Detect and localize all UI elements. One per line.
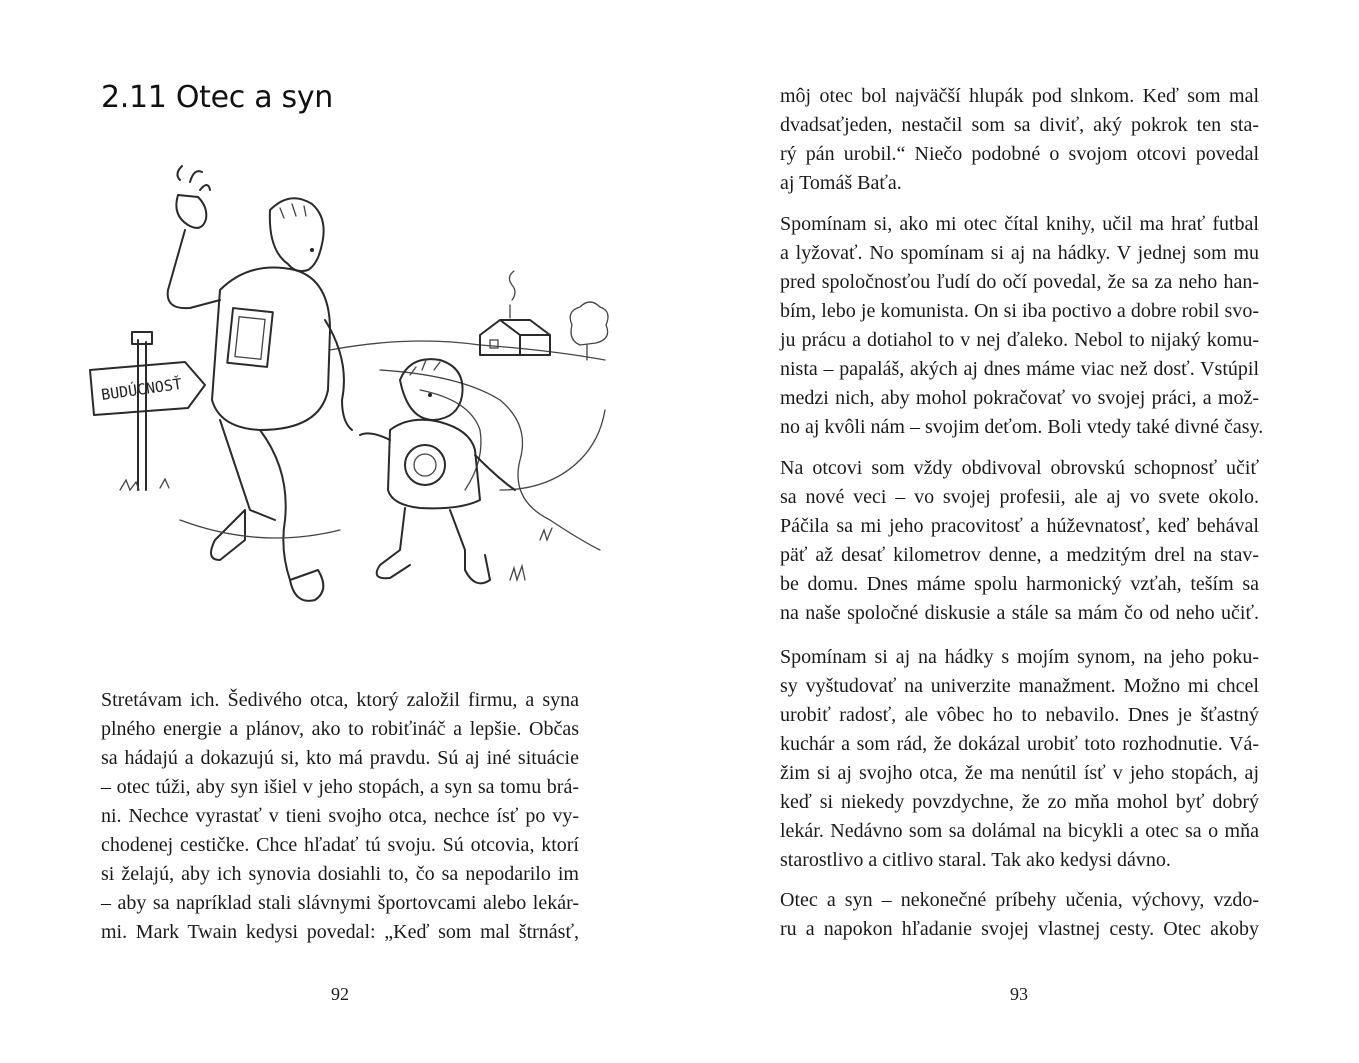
text-line: ni. Nechce vyrastať v tieni svojho otca, nechce ísť po vy- [101, 805, 579, 827]
page-number: 93 [1010, 984, 1028, 1004]
text-line: sa nové veci – vo svojej profesii, ale aj vo svete okolo. [780, 486, 1259, 508]
text-line: päť až desať kilometrov denne, a medzitým drel na stav- [780, 544, 1259, 566]
text-line: starostlivo a citlivo staral. Tak ako kedysi dávno. [780, 849, 1171, 871]
text-line: ru a napokon hľadanie svojej vlastnej cesty. Otec akoby [780, 918, 1259, 940]
right-page [680, 0, 1359, 1063]
chapter-heading: 2.11 Otec a syn [101, 80, 334, 115]
text-line: Otec a syn – nekonečné príbehy učenia, výchovy, vzdo- [780, 889, 1259, 911]
text-line: Spomínam si aj na hádky s mojím synom, na jeho poku- [780, 646, 1259, 668]
body-paragraph [101, 686, 579, 947]
text-line: žim si aj svojho otca, že ma nenútil ísť v jeho stopách, aj [780, 762, 1259, 784]
text-line: chodenej cestičke. Chce hľadať tú svoju. Sú otcovia, ktorí [101, 834, 579, 856]
text-line: no aj kvôli nám – svojim deťom. Boli vtedy také divné časy. [780, 416, 1264, 438]
signpost-drawing [90, 332, 205, 490]
house-drawing [480, 271, 550, 355]
text-line: – otec túži, aby syn išiel v jeho stopách, a syn sa tomu brá- [101, 776, 579, 798]
body-paragraph [780, 210, 1264, 442]
body-paragraph [780, 82, 1259, 198]
text-line: sa hádajú a dokazujú si, kto má pravdu. Sú aj iné situácie [101, 747, 579, 769]
tree-drawing [570, 302, 608, 360]
text-line: ju prácu a dotiahol to v nej ďaleko. Nebol to nijaký komu- [780, 329, 1259, 351]
text-line: nista – papaláš, akých aj dnes máme viac než dosť. Vstúpil [780, 358, 1259, 380]
page-number: 92 [331, 984, 349, 1004]
text-line: lekár. Nedávno som sa dolámal na bicykli a otec sa o mňa [780, 820, 1259, 842]
body-paragraph [780, 643, 1259, 875]
text-line: Stretávam ich. Šedivého otca, ktorý založil firmu, a syna [101, 689, 579, 711]
text-line: sy vyštudovať na univerzite manažment. Možno mi chcel [780, 675, 1259, 697]
text-line: be domu. Dnes máme spolu harmonický vzťah, teším sa [780, 573, 1259, 595]
text-line: Na otcovi som vždy obdivoval obrovskú schopnosť učiť [780, 457, 1259, 479]
text-line: bím, lebo je komunista. On si iba poctivo a dobre robil svo- [780, 300, 1259, 322]
text-line: môj otec bol najväčší hlupák pod slnkom. Keď som mal [780, 85, 1259, 107]
text-line: kuchár a som rád, že dokázal urobiť toto rozhodnutie. Vá- [780, 733, 1259, 755]
text-line: urobiť radosť, ale vôbec ho to nebavilo. Dnes je šťastný [780, 704, 1259, 726]
son-figure [360, 359, 515, 583]
text-line: mi. Mark Twain kedysi povedal: „Keď som mal štrnásť, [101, 921, 579, 943]
father-figure [168, 166, 352, 601]
text-line: pred spoločnosťou ľudí do očí povedal, že sa za neho han- [780, 271, 1259, 293]
body-paragraph [780, 886, 1259, 944]
sign-text: BUDÚCNOSŤ [100, 374, 184, 404]
text-line: Páčila sa mi jeho pracovitosť a húževnatosť, keď behával [780, 515, 1259, 537]
text-line: dvadsaťjeden, nestačil som sa diviť, aký pokrok ten sta- [780, 114, 1259, 136]
text-line: medzi nich, aby mohol pokračovať vo svojej práci, a mož- [780, 387, 1259, 409]
text-line: rý pán urobil.“ Niečo podobné o svojom otcovi povedal [780, 143, 1259, 165]
text-line: plného energie a plánov, ako to robiťináč a lepšie. Občas [101, 718, 579, 740]
text-line: si želajú, aby ich synovia dosiahli to, čo sa nepodarilo im [101, 863, 579, 885]
text-line: aj Tomáš Baťa. [780, 172, 902, 194]
father-son-illustration [80, 160, 610, 650]
body-paragraph [780, 454, 1259, 628]
text-line: keď si niekedy povzdychne, že zo mňa mohol byť dobrý [780, 791, 1259, 813]
text-line: – aby sa napríklad stali slávnymi športovcami alebo lekár- [101, 892, 579, 914]
text-line: Spomínam si, ako mi otec čítal knihy, učil ma hrať futbal [780, 213, 1259, 235]
text-line: na naše spoločné diskusie a stále sa mám čo od neho učiť. [780, 602, 1259, 624]
text-line: a lyžovať. No spomínam si aj na hádky. V jednej som mu [780, 242, 1259, 264]
